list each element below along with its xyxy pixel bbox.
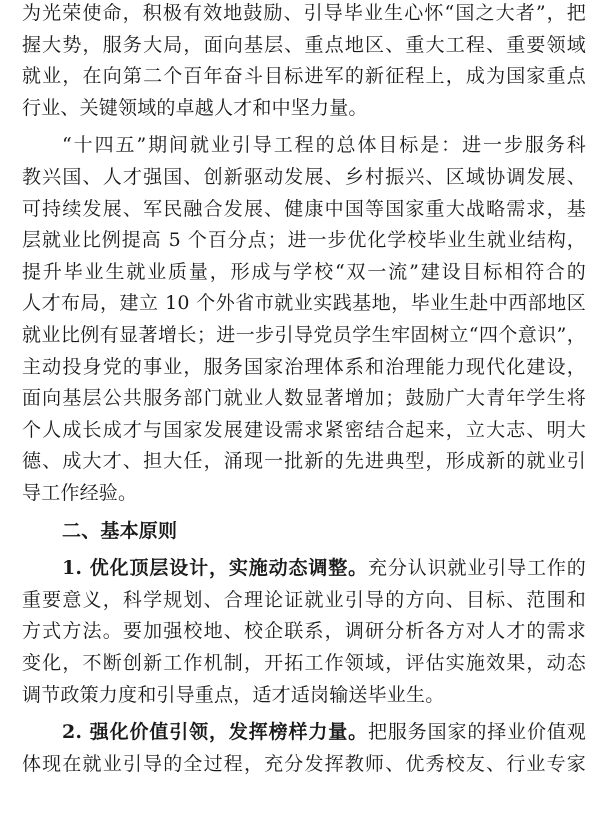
paragraph-2-line-9: 面向基层公共服务部门就业人数显著增加；鼓励广大青年学生将 bbox=[22, 387, 586, 410]
paragraph-2-line-6: 人才布局，建立 10 个外省市就业实践基地，毕业生赴中西部地区 bbox=[22, 292, 586, 315]
section-heading: 二、基本原则 bbox=[62, 519, 178, 542]
paragraph-2-line-5: 提升毕业生就业质量，形成与学校“双一流”建设目标相符合的 bbox=[22, 260, 586, 283]
principle-1-first-line-rest: 充分认识就业引导工作的 bbox=[368, 557, 586, 580]
principle-1-title: 1. 优化顶层设计，实施动态调整。 bbox=[62, 557, 369, 580]
principle-1-first-line bbox=[62, 551, 586, 585]
paragraph-2-line-3: 可持续发展、军民融合发展、健康中国等国家重大战略需求，基 bbox=[22, 197, 586, 220]
principle-2-line-2: 体现在就业引导的全过程，充分发挥教师、优秀校友、行业专家 bbox=[22, 752, 586, 775]
principle-2-first-line bbox=[62, 715, 586, 749]
principle-1-line-4: 变化，不断创新工作机制，开拓工作领域，评估实施效果，动态 bbox=[22, 652, 586, 674]
paragraph-2-line-11: 德、成大才、担大任，涌现一批新的先进典型，形成新的就业引 bbox=[22, 450, 586, 473]
paragraph-2-line-12: 导工作经验。 bbox=[22, 482, 138, 504]
principle-1-line-5: 调节政策力度和引导重点，适才适岗输送毕业生。 bbox=[22, 683, 445, 706]
paragraph-1-line-4: 行业、关键领域的卓越人才和中坚力量。 bbox=[22, 96, 368, 119]
principle-1-line-3: 方式方法。要加强校地、校企联系，调研分析各方对人才的需求 bbox=[22, 620, 586, 643]
paragraph-2-line-10: 个人成长成才与国家发展建设需求紧密结合起来，立大志、明大 bbox=[22, 418, 586, 441]
paragraph-1-line-1: 为光荣使命，积极有效地鼓励、引导毕业生心怀“国之大者”，把 bbox=[22, 2, 586, 24]
paragraph-1-line-3: 就业，在向第二个百年奋斗目标进军的新征程上，成为国家重点 bbox=[22, 65, 586, 88]
principle-2-title: 2. 强化价值引领，发挥榜样力量。 bbox=[62, 721, 369, 744]
paragraph-2-line-4: 层就业比例提高 5 个百分点；进一步优化学校毕业生就业结构， bbox=[22, 229, 586, 252]
paragraph-2-line-2: 教兴国、人才强国、创新驱动发展、乡村振兴、区域协调发展、 bbox=[22, 166, 586, 188]
principle-1-line-2: 重要意义，科学规划、合理论证就业引导的方向、目标、范围和 bbox=[22, 588, 586, 611]
paragraph-2-line-1: “十四五”期间就业引导工程的总体目标是：进一步服务科 bbox=[62, 134, 586, 157]
paragraph-2-line-7: 就业比例有显著增长；进一步引导党员学生牢固树立“四个意识”， bbox=[22, 324, 586, 346]
paragraph-1-line-2: 握大势，服务大局，面向基层、重点地区、重大工程、重要领域 bbox=[22, 33, 586, 56]
principle-2-first-line-rest: 把服务国家的择业价值观 bbox=[368, 721, 586, 744]
paragraph-2-line-8: 主动投身党的事业，服务国家治理体系和治理能力现代化建设， bbox=[22, 355, 586, 378]
